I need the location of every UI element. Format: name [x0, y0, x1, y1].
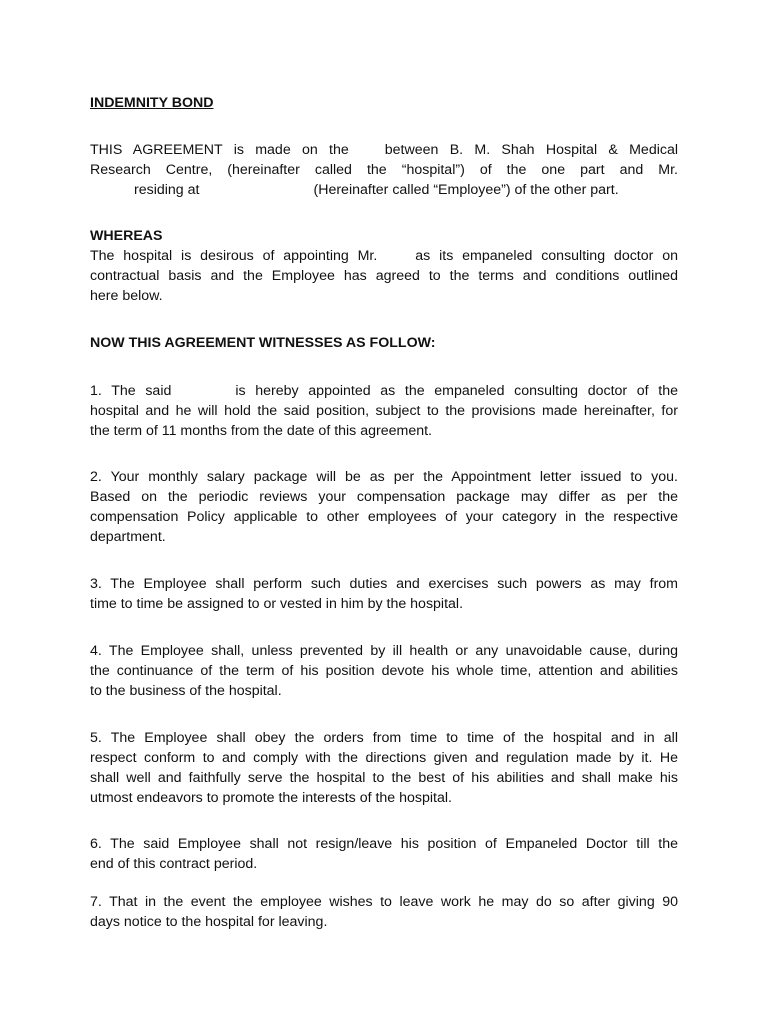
clause-4-line-3: to the business of the hospital.	[90, 683, 282, 699]
clause-6-line-1: 6. The said Employee shall not resign/leave his position of Empaneled Doctor till the	[90, 836, 678, 852]
clause-5-line-1: 5. The Employee shall obey the orders from time to time of the hospital and in all	[90, 730, 678, 746]
clause-2	[90, 467, 678, 547]
intro-line-3: residing at (Hereinafter called “Employee”) of the other part.	[134, 182, 619, 198]
whereas-line-1: The hospital is desirous of appointing Mr. as its empaneled consulting doctor on	[90, 248, 678, 264]
intro-line-1: THIS AGREEMENT is made on the between B. M. Shah Hospital & Medical	[90, 142, 678, 158]
whereas-line-2: contractual basis and the Employee has agreed to the terms and conditions outlined	[90, 268, 678, 284]
clause-6	[90, 834, 678, 874]
intro-paragraph	[90, 140, 678, 200]
clause-4-line-2: the continuance of the term of his position devote his whole time, attention and abilities	[90, 663, 678, 679]
clause-7-line-2: days notice to the hospital for leaving.	[90, 914, 328, 930]
clause-1	[90, 381, 678, 441]
clause-5-line-4: utmost endeavors to promote the interests of the hospital.	[90, 790, 452, 806]
clause-6-line-2: end of this contract period.	[90, 856, 258, 872]
whereas-line-3: here below.	[90, 288, 163, 304]
witness-heading: NOW THIS AGREEMENT WITNESSES AS FOLLOW:	[90, 335, 436, 351]
intro-line-2: Research Centre, (hereinafter called the “hospital”) of the one part and Mr.	[90, 162, 678, 178]
clause-1-line-1: 1. The said is hereby appointed as the empaneled consulting doctor of the	[90, 383, 678, 399]
clause-7-line-1: 7. That in the event the employee wishes to leave work he may do so after giving 90	[90, 894, 678, 910]
clause-2-line-4: department.	[90, 529, 166, 545]
clause-1-line-3: the term of 11 months from the date of this agreement.	[90, 423, 432, 439]
document-title: INDEMNITY BOND	[90, 95, 214, 111]
clause-1-line-2: hospital and he will hold the said position, subject to the provisions made hereinafter, for	[90, 403, 678, 419]
clause-5-line-3: shall well and faithfully serve the hospital to the best of his abilities and shall make his	[90, 770, 678, 786]
clause-3-line-2: time to time be assigned to or vested in him by the hospital.	[90, 596, 464, 612]
clause-7	[90, 892, 678, 932]
clause-5-line-2: respect conform to and comply with the directions given and regulation made by it. He	[90, 750, 678, 766]
clause-3-line-1: 3. The Employee shall perform such duties and exercises such powers as may from	[90, 576, 678, 592]
clause-2-line-2: Based on the periodic reviews your compensation package may differ as per the	[90, 489, 678, 505]
whereas-heading: WHEREAS	[90, 228, 163, 244]
clause-2-line-1: 2. Your monthly salary package will be as per the Appointment letter issued to you.	[90, 469, 678, 485]
clause-4	[90, 641, 678, 701]
clause-3	[90, 574, 678, 614]
whereas-paragraph	[90, 246, 678, 306]
clause-2-line-3: compensation Policy applicable to other employees of your category in the respective	[90, 509, 678, 525]
clause-5	[90, 728, 678, 808]
clause-4-line-1: 4. The Employee shall, unless prevented by ill health or any unavoidable cause, during	[90, 643, 678, 659]
